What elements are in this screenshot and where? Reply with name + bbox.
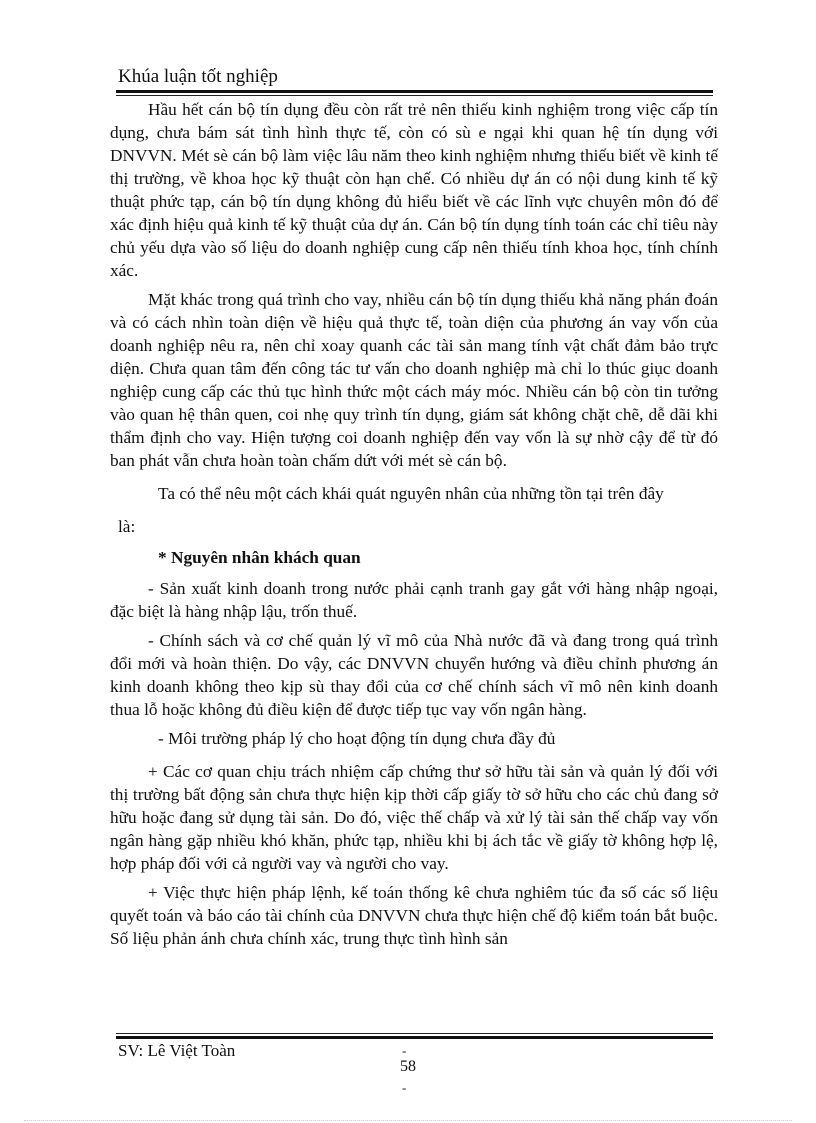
page-number-dash: - (402, 1043, 407, 1058)
page-number-dash: - (402, 1080, 407, 1095)
page-number: 58 (400, 1058, 416, 1075)
paragraph-continuation: là: (118, 517, 136, 536)
author-name: SV: Lê Việt Toàn (118, 1041, 236, 1060)
paragraph: Ta có thể nêu một cách khái quát nguyên nhân của những tồn tại trên đây (158, 484, 664, 503)
page-edge-divider (24, 1120, 792, 1121)
header-rule-thick (116, 90, 713, 93)
header-rule-thin (116, 95, 713, 96)
paragraph: Hầu hết cán bộ tín dụng đều còn rất trẻ nên thiếu kinh nghiệm trong việc cấp tín dụng, chưa bám sát tình hình thực tế, còn có sù e ngại khi quan hệ tín dụng với DNVVN. Mét sè cán bộ làm việc lâu năm theo kinh nghiệm nhưng thiếu biết về kinh tế thị trường, về khoa học kỹ thuật còn hạn chế. Có nhiều dự án có nội dung kinh tế kỹ thuật phức tạp, cán bộ tín dụng không đủ hiểu biết về các lĩnh vực chuyên môn đó để xác định hiệu quả kinh tế kỹ thuật của dự án. Cán bộ tín dụng tính toán các chỉ tiêu này chủ yếu dựa vào số liệu do doanh nghiệp cung cấp nên thiếu tính khoa học, tính chính xác. (110, 100, 718, 280)
list-item: - Chính sách và cơ chế quản lý vĩ mô của Nhà nước đã và đang trong quá trình đổi mới và hoàn thiện. Do vậy, các DNVVN chuyển hướng và điều chỉnh phương án kinh doanh không theo kịp sù thay đổi của cơ chế chính sách vĩ mô nên kinh doanh thua lỗ hoặc không đủ điều kiện để được tiếp tục vay vốn ngân hàng. (110, 631, 718, 719)
footer-rule-thin (116, 1033, 713, 1034)
footer-rule-thick (116, 1036, 713, 1039)
list-item: + Việc thực hiện pháp lệnh, kế toán thống kê chưa nghiêm túc đa số các số liệu quyết toán và báo cáo tài chính của DNVVN chưa thực hiện chế độ kiểm toán bắt buộc. Số liệu phản ánh chưa chính xác, trung thực tình hình sản (110, 883, 718, 948)
document-title: Khúa luận tốt nghiệp (118, 66, 278, 87)
list-item: + Các cơ quan chịu trách nhiệm cấp chứng thư sở hữu tài sản và quản lý đối với thị trường bất động sản chưa thực hiện kịp thời cấp giấy tờ sở hữu cho các chủ đang sở hữu hoặc đang sử dụng tài sản. Do đó, việc thế chấp và xử lý tài sản thế chấp vay vốn ngân hàng gặp nhiều khó khăn, phức tạp, nhiều khi bị ách tắc về giấy tờ không hợp lệ, hợp pháp đối với cả người vay và người cho vay. (110, 762, 718, 873)
body-text (110, 98, 718, 956)
paragraph: Mặt khác trong quá trình cho vay, nhiều cán bộ tín dụng thiếu khả năng phán đoán và có cách nhìn toàn diện về hiệu quả thực tế, toàn diện của phương án vay vốn của doanh nghiệp nêu ra, nên chỉ xoay quanh các tài sản mang tính vật chất đảm bảo trực diện. Chưa quan tâm đến công tác tư vấn cho doanh nghiệp mà chỉ lo thúc giục doanh nghiệp cung cấp các thủ tục hình thức một cách máy móc. Nhiều cán bộ còn tin tưởng vào quan hệ thân quen, coi nhẹ quy trình tín dụng, giám sát không chặt chẽ, dễ dãi khi thẩm định cho vay. Hiện tượng coi doanh nghiệp đến vay vốn là sự nhờ cậy để từ đó ban phát vẫn chưa hoàn toàn chấm dứt với mét sè cán bộ. (110, 290, 718, 470)
list-item: - Môi trường pháp lý cho hoạt động tín dụng chưa đầy đủ (158, 729, 556, 748)
list-item: - Sản xuất kinh doanh trong nước phải cạnh tranh gay gắt với hàng nhập ngoại, đặc biệt là hàng nhập lậu, trốn thuế. (110, 579, 718, 621)
section-heading: * Nguyên nhân khách quan (158, 548, 361, 567)
